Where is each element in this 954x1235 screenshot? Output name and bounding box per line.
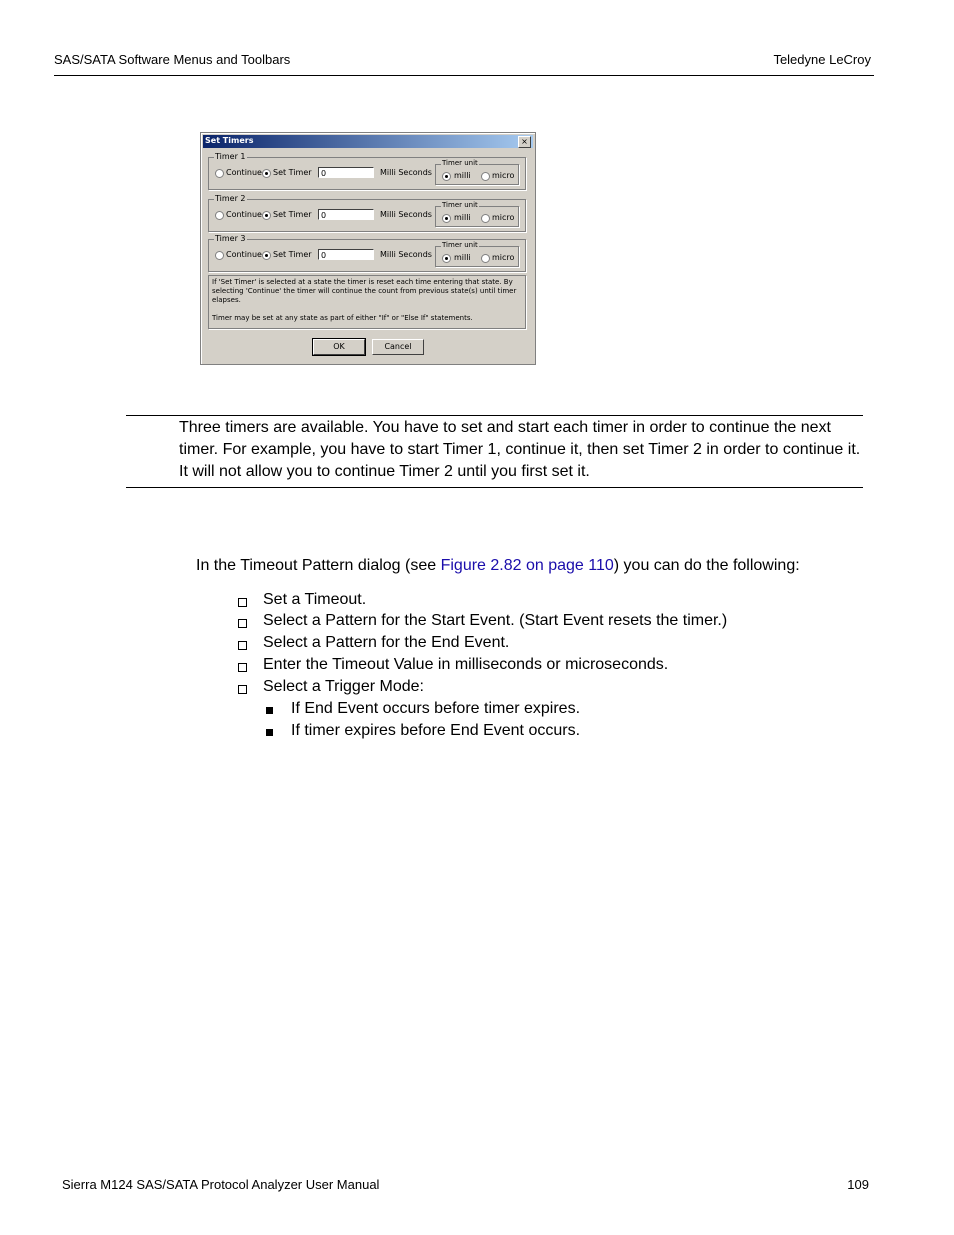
dialog-title: Set Timers (205, 136, 254, 145)
checkbox-bullet-icon (238, 598, 247, 607)
intro-paragraph (196, 557, 800, 575)
note-bottom-rule (126, 487, 863, 488)
square-bullet-icon (266, 707, 273, 714)
timer-3-continue-radio[interactable] (215, 251, 224, 260)
timer-2-value-input[interactable]: 0 (318, 209, 374, 220)
list-item: Select a Pattern for the Start Event. (Start Event resets the timer.) (263, 612, 728, 629)
note-text: Three timers are available. You have to set and start each timer in order to continue the next timer. For example, you have to start Timer 1, continue it, then set Timer 2 in order to continue it. It will not allow you to continue Timer 2 until you first set it. (179, 419, 861, 480)
timer-2-units-label: Milli Seconds (380, 210, 432, 219)
timer-1-value-input[interactable]: 0 (318, 167, 374, 178)
timer-2-milli-radio[interactable] (442, 214, 451, 223)
checkbox-bullet-icon (238, 619, 247, 628)
timer-1-continue-radio[interactable] (215, 169, 224, 178)
timer-2-label: Timer 2 (215, 194, 246, 203)
list-item: Select a Pattern for the End Event. (263, 634, 510, 651)
timer-3-unit-group (435, 241, 519, 267)
checkbox-bullet-icon (238, 641, 247, 650)
timer-1-set-label: Set Timer (273, 168, 312, 177)
close-icon[interactable]: × (518, 136, 531, 148)
timer-1-set-radio[interactable] (262, 169, 271, 178)
timer-3-value-input[interactable]: 0 (318, 249, 374, 260)
timer-3-set-label: Set Timer (273, 250, 312, 259)
list-item: Enter the Timeout Value in milliseconds or microseconds. (263, 656, 669, 673)
header-divider (54, 75, 874, 76)
list-item: Set a Timeout. (263, 591, 367, 608)
timer-2-continue-label: Continue (226, 210, 262, 219)
timer-3-continue-label: Continue (226, 250, 262, 259)
timer-2-milli-label: milli (454, 213, 471, 222)
timer-3-micro-label: micro (492, 253, 515, 262)
intro-text-after: ) you can do the following: (613, 557, 800, 574)
list-item: Select a Trigger Mode: (263, 678, 424, 695)
footer-title: Sierra M124 SAS/SATA Protocol Analyzer User Manual (62, 1177, 380, 1192)
timer-1-units-label: Milli Seconds (380, 168, 432, 177)
set-timers-dialog (200, 132, 536, 365)
timer-2-continue-radio[interactable] (215, 211, 224, 220)
page-number: 109 (847, 1177, 869, 1192)
intro-text-before: In the Timeout Pattern dialog (see (196, 557, 441, 574)
timer-2-unit-group (435, 201, 519, 227)
note-top-rule (126, 415, 863, 416)
timer-3-milli-radio[interactable] (442, 254, 451, 263)
timer-3-units-label: Milli Seconds (380, 250, 432, 259)
timer-2-micro-label: micro (492, 213, 515, 222)
timer-1-micro-radio[interactable] (481, 172, 490, 181)
timer-2-group (208, 194, 526, 232)
header-title: SAS/SATA Software Menus and Toolbars (54, 52, 291, 67)
figure-link[interactable]: Figure 2.82 on page 110 (440, 557, 614, 574)
timer-2-micro-radio[interactable] (481, 214, 490, 223)
timer-1-milli-label: milli (454, 171, 471, 180)
timer-2-set-radio[interactable] (262, 211, 271, 220)
dialog-title-bar (203, 135, 533, 148)
dialog-info-text (208, 275, 526, 329)
timer-1-unit-group (435, 159, 519, 185)
timer-3-label: Timer 3 (215, 234, 246, 243)
timer-2-unit-label: Timer unit (442, 201, 478, 209)
cancel-button[interactable]: Cancel (372, 339, 424, 355)
header-company: Teledyne LeCroy (773, 52, 871, 67)
timer-3-unit-label: Timer unit (442, 241, 478, 249)
checkbox-bullet-icon (238, 663, 247, 672)
timer-3-group (208, 234, 526, 272)
ok-button[interactable]: OK (313, 339, 365, 355)
info-line-1: If 'Set Timer' is selected at a state the timer is reset each time entering that state. By selecting 'Continue' the timer will continue the count from previous state(s) until timer elapses. (212, 278, 517, 304)
timer-1-unit-label: Timer unit (442, 159, 478, 167)
checkbox-bullet-icon (238, 685, 247, 694)
info-line-2: Timer may be set at any state as part of either "If" or "Else If" statements. (212, 314, 473, 322)
timer-3-milli-label: milli (454, 253, 471, 262)
timer-3-set-radio[interactable] (262, 251, 271, 260)
sublist-item: If timer expires before End Event occurs. (291, 722, 581, 739)
timer-1-continue-label: Continue (226, 168, 262, 177)
timer-1-group (208, 152, 526, 190)
square-bullet-icon (266, 729, 273, 736)
sublist-item: If End Event occurs before timer expires. (291, 700, 581, 717)
timer-1-milli-radio[interactable] (442, 172, 451, 181)
timer-2-set-label: Set Timer (273, 210, 312, 219)
timer-3-micro-radio[interactable] (481, 254, 490, 263)
timer-1-micro-label: micro (492, 171, 515, 180)
timer-1-label: Timer 1 (215, 152, 246, 161)
